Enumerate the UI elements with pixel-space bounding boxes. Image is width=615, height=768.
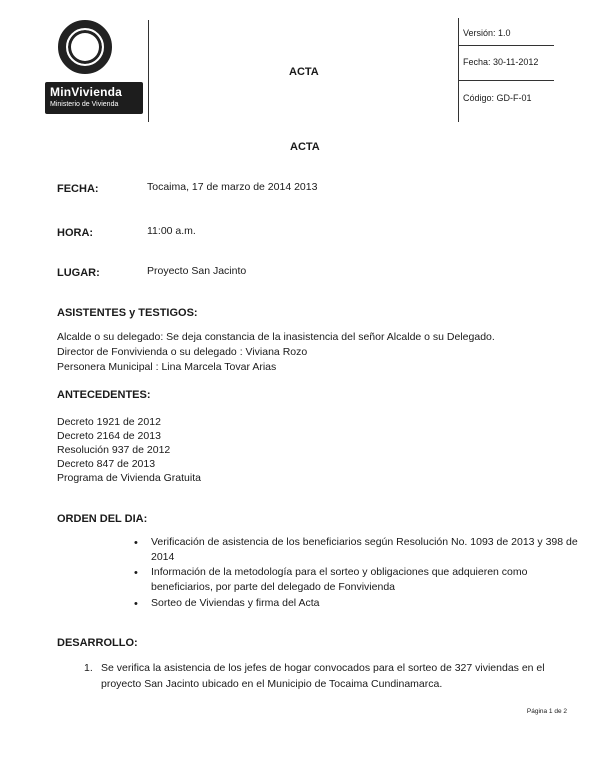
lugar-value: Proyecto San Jacinto <box>147 265 247 277</box>
desarrollo-item-text: Se verifica la asistencia de los jefes de hogar convocados para el sorteo de 327 viviendas en el proyecto San Jacinto ubicado en el Municipio de Tocaima Cundinamarca. <box>101 662 545 690</box>
header-row-divider-2 <box>458 80 554 81</box>
orden-item: Verificación de asistencia de los beneficiarios según Resolución No. 1093 de 2013 y 398 de 2014 <box>151 536 578 563</box>
orden-item: Información de la metodología para el sorteo y obligaciones que adquieren como beneficiarios, por parte del delegado de Fonvivienda <box>151 566 528 593</box>
desarrollo-heading: DESARROLLO: <box>57 637 138 649</box>
brand-box <box>45 82 143 114</box>
asistente-line: Director de Fonvivienda o su delegado : Viviana Rozo <box>57 346 308 358</box>
antecedente-line: Decreto 1921 de 2012 <box>57 416 161 428</box>
asistentes-heading: ASISTENTES y TESTIGOS: <box>57 307 198 319</box>
lugar-label: LUGAR: <box>57 267 100 279</box>
header-divider-left <box>148 20 149 122</box>
hora-label: HORA: <box>57 227 94 239</box>
bullet-icon: • <box>134 567 138 579</box>
desarrollo-item-number: 1. <box>84 662 93 674</box>
asistente-line: Personera Municipal : Lina Marcela Tovar Arias <box>57 361 277 373</box>
hora-value: 11:00 a.m. <box>147 225 196 237</box>
antecedentes-heading: ANTECEDENTES: <box>57 389 151 401</box>
header-center-title: ACTA <box>289 66 319 78</box>
bullet-icon: • <box>134 537 138 549</box>
antecedente-line: Programa de Vivienda Gratuita <box>57 472 201 484</box>
fecha-label: FECHA: <box>57 183 99 195</box>
page-number: Página 1 de 2 <box>526 708 567 715</box>
minvivienda-logo <box>45 20 145 115</box>
fecha-value: Tocaima, 17 de marzo de 2014 2013 <box>147 181 318 193</box>
header-divider-right <box>458 18 459 122</box>
brand-name: MinVivienda <box>50 85 122 99</box>
orden-item: Sorteo de Viviendas y firma del Acta <box>151 597 320 609</box>
brand-subtitle: Ministerio de Vivienda <box>50 101 119 108</box>
header-row-divider-1 <box>458 45 554 46</box>
republic-seal-icon <box>58 20 112 74</box>
antecedente-line: Decreto 2164 de 2013 <box>57 430 161 442</box>
asistente-line: Alcalde o su delegado: Se deja constancia de la inasistencia del señor Alcalde o su Delegado. <box>57 331 495 343</box>
header-version: Versión: 1.0 <box>463 28 511 38</box>
document-title: ACTA <box>290 141 320 153</box>
antecedente-line: Resolución 937 de 2012 <box>57 444 171 456</box>
header-code: Código: GD-F-01 <box>463 93 532 103</box>
bullet-icon: • <box>134 598 138 610</box>
antecedente-line: Decreto 847 de 2013 <box>57 458 156 470</box>
header-date: Fecha: 30-11-2012 <box>463 57 539 67</box>
orden-heading: ORDEN DEL DIA: <box>57 513 148 525</box>
